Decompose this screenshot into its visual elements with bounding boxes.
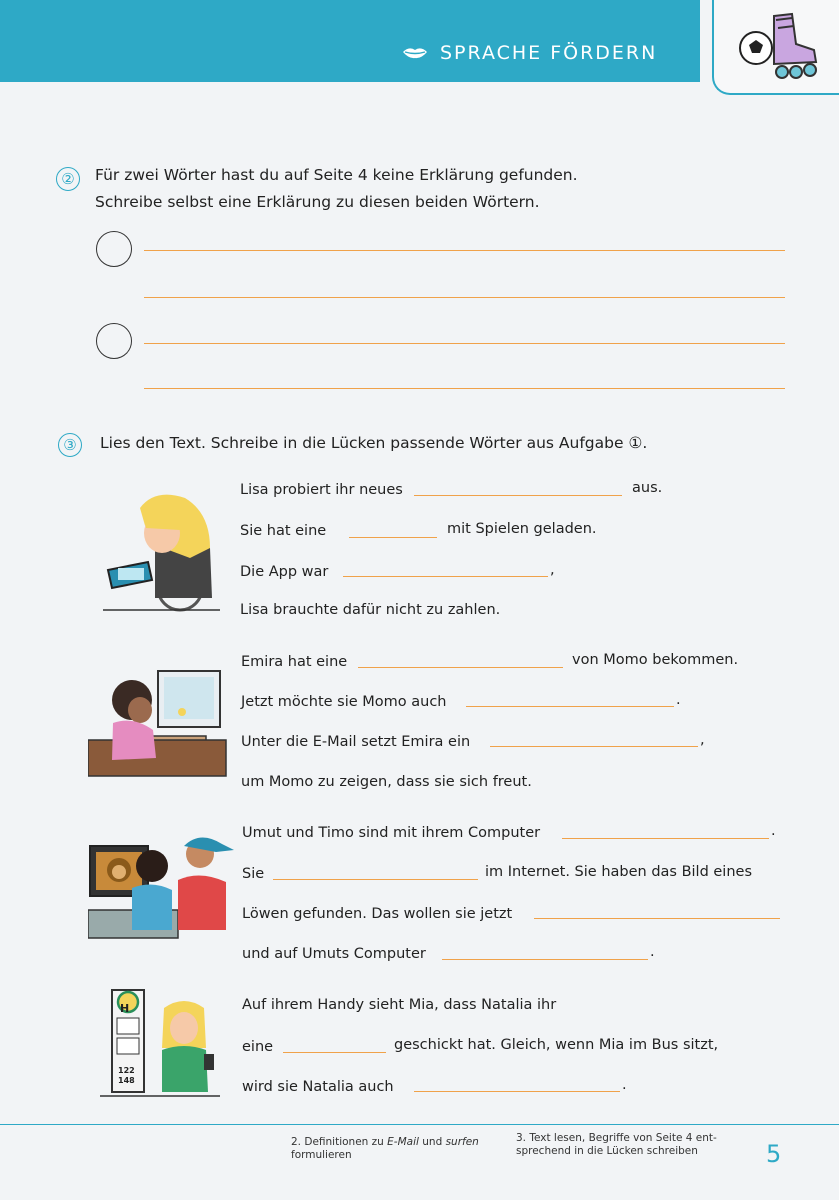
answer-line-2c[interactable] <box>144 343 785 344</box>
answer-line-2d[interactable] <box>144 388 785 389</box>
b3-blank-1[interactable] <box>562 838 769 839</box>
b1-sentence-2a: Sie hat eine <box>240 523 327 539</box>
b2-sentence-2a: Jetzt möchte sie Momo auch <box>241 694 447 710</box>
b1-blank-2[interactable] <box>349 537 437 538</box>
b1-sentence-3a: Die App war <box>240 564 329 580</box>
b3-sentence-2a: Sie <box>242 866 265 882</box>
answer-line-2b[interactable] <box>144 297 785 298</box>
b3-blank-3[interactable] <box>534 918 780 919</box>
b4-sentence-3b: . <box>622 1077 627 1093</box>
word-circle-1[interactable] <box>96 231 132 267</box>
b4-blank-1[interactable] <box>283 1052 386 1053</box>
b2-sentence-3a: Unter die E-Mail setzt Emira ein <box>241 734 471 750</box>
task-2-instruction-line-2: Schreibe selbst eine Erklärung zu diesen beiden Wörtern. <box>95 193 540 211</box>
b3-sentence-4b: . <box>650 944 655 960</box>
footer-divider <box>0 1124 839 1125</box>
b1-sentence-2b: mit Spielen geladen. <box>447 521 597 537</box>
b1-sentence-4: Lisa brauchte dafür nicht zu zahlen. <box>240 602 501 618</box>
b4-blank-2[interactable] <box>414 1091 620 1092</box>
b4-sentence-2b: geschickt hat. Gleich, wenn Mia im Bus sitzt, <box>394 1037 719 1053</box>
task-3-number: ③ <box>58 433 82 457</box>
b1-sentence-1b: aus. <box>632 480 663 496</box>
footer-note-2: 2. Definitionen zu E-Mail und surfen formulieren <box>291 1136 479 1161</box>
b1-sentence-1a: Lisa probiert ihr neues <box>240 482 403 498</box>
bus-stop-line-numbers: 122 148 <box>118 1066 135 1085</box>
b2-sentence-1b: von Momo bekommen. <box>572 652 739 668</box>
b2-sentence-2b: . <box>676 692 681 708</box>
footer-note-3: 3. Text lesen, Begriffe von Seite 4 ent- sprechend in die Lücken schreiben <box>516 1132 717 1157</box>
rollerskate-ball-icon <box>734 6 824 86</box>
b3-sentence-4a: und auf Umuts Computer <box>242 946 426 962</box>
b2-blank-1[interactable] <box>358 667 563 668</box>
task-2-number: ② <box>56 167 80 191</box>
header-banner <box>0 0 839 96</box>
boys-computer-lion-illustration <box>88 830 238 940</box>
b1-sentence-3b: , <box>550 562 555 578</box>
answer-line-2a[interactable] <box>144 250 785 251</box>
b1-blank-1[interactable] <box>414 495 622 496</box>
b3-blank-2[interactable] <box>273 879 478 880</box>
page-number: 5 <box>766 1140 782 1168</box>
b3-blank-4[interactable] <box>442 959 648 960</box>
corner-illustration-box <box>712 0 839 95</box>
b1-blank-3[interactable] <box>343 576 548 577</box>
b4-sentence-2a: eine <box>242 1039 274 1055</box>
b3-sentence-1a: Umut und Timo sind mit ihrem Computer <box>242 825 541 841</box>
section-title: SPRACHE FÖRDERN <box>440 42 658 64</box>
b4-sentence-3a: wird sie Natalia auch <box>242 1079 394 1095</box>
lips-icon <box>402 46 428 60</box>
b2-sentence-1a: Emira hat eine <box>241 654 348 670</box>
header-bar <box>0 0 700 82</box>
b2-sentence-3b: , <box>700 732 705 748</box>
girl-computer-illustration <box>88 668 228 780</box>
bus-stop-sign-letter: H <box>120 1002 130 1015</box>
word-circle-2[interactable] <box>96 323 132 359</box>
b2-sentence-4: um Momo zu zeigen, dass sie sich freut. <box>241 774 532 790</box>
task-2-instruction-line-1: Für zwei Wörter hast du auf Seite 4 keine Erklärung gefunden. <box>95 166 578 184</box>
b3-sentence-3a: Löwen gefunden. Das wollen sie jetzt <box>242 906 513 922</box>
task-3-instruction: Lies den Text. Schreibe in die Lücken passende Wörter aus Aufgabe ①. <box>100 434 648 452</box>
b3-sentence-1b: . <box>771 823 776 839</box>
b2-blank-3[interactable] <box>490 746 698 747</box>
girl-wheelchair-tablet-illustration <box>100 488 225 613</box>
b4-sentence-1: Auf ihrem Handy sieht Mia, dass Natalia ihr <box>242 997 557 1013</box>
b3-sentence-2b: im Internet. Sie haben das Bild eines <box>485 864 753 880</box>
b2-blank-2[interactable] <box>466 706 674 707</box>
